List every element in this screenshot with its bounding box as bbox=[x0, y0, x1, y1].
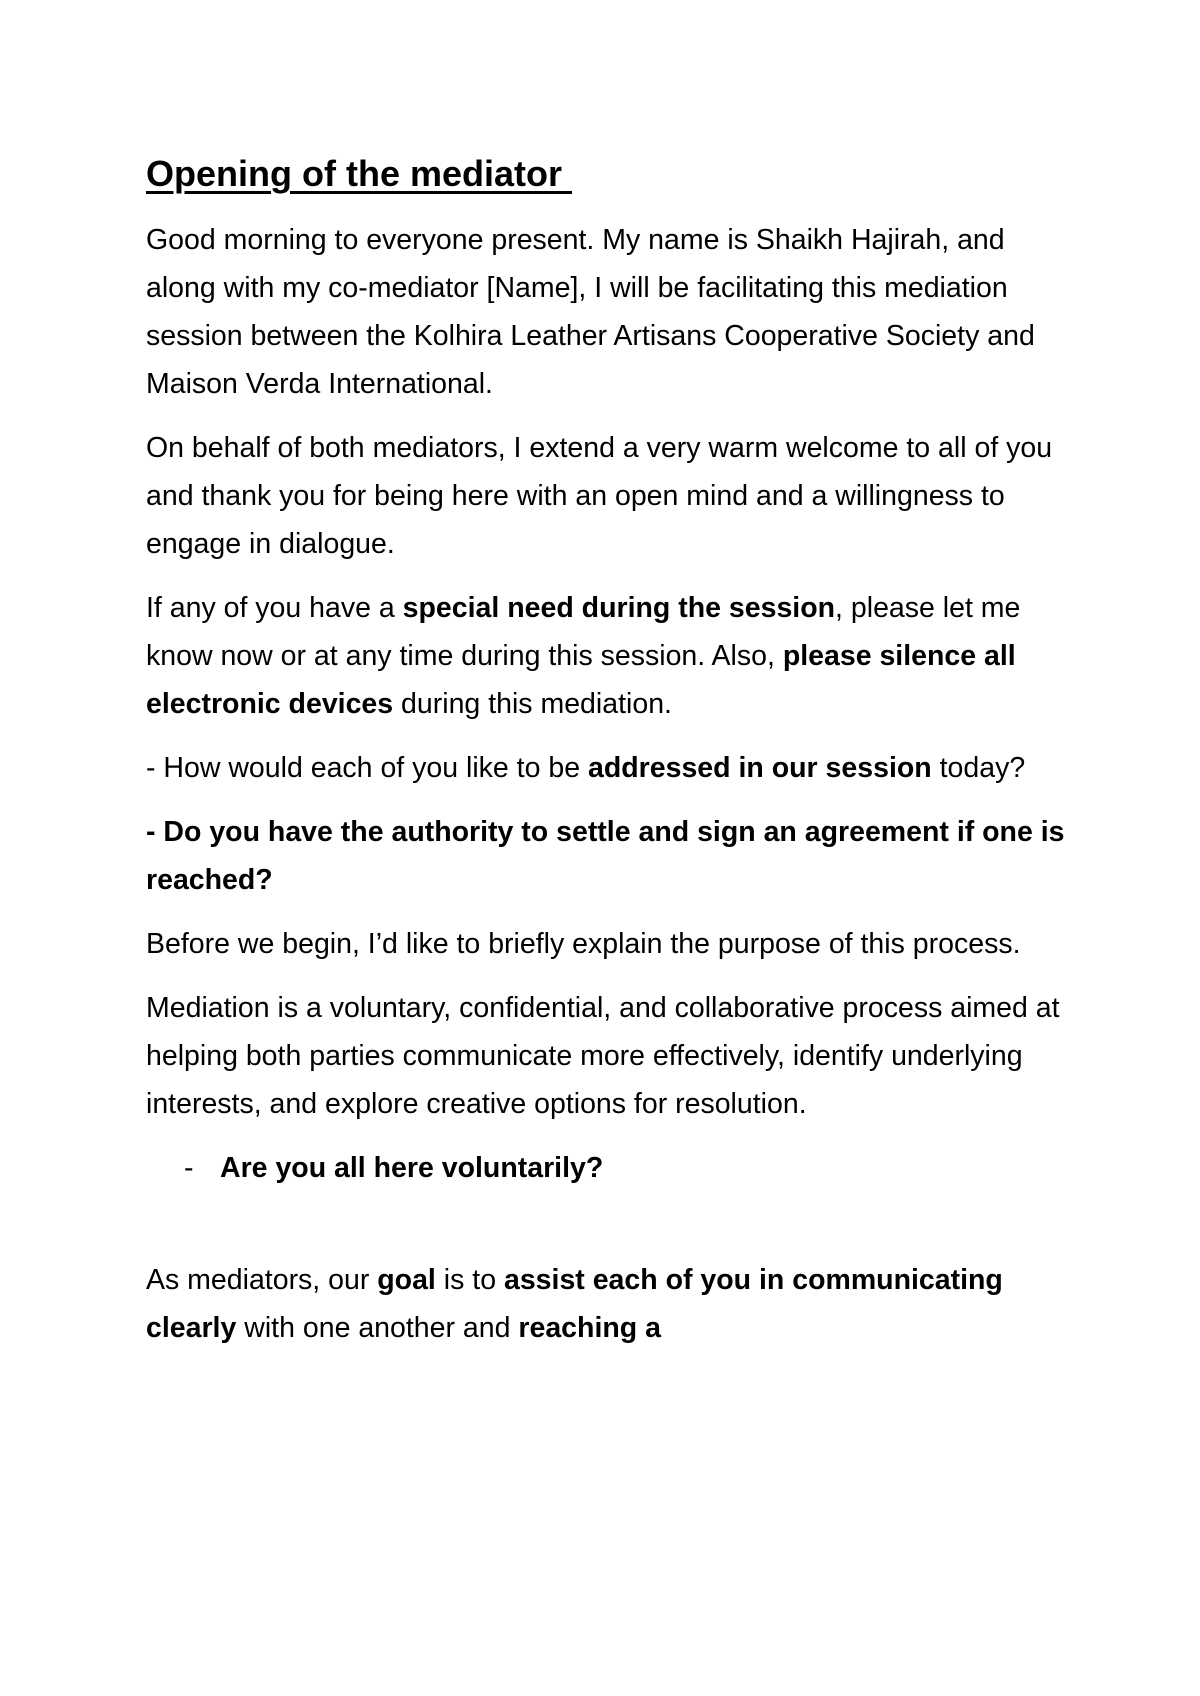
bold-authority: Do you have the authority to settle and sign an agreement if one is reached? bbox=[146, 816, 1065, 896]
text-run: - How would each of you like to be bbox=[146, 752, 588, 784]
text-run: is to bbox=[435, 1264, 504, 1296]
text-run: As mediators, our bbox=[146, 1264, 378, 1296]
bold-addressed: addressed in our session bbox=[588, 752, 932, 784]
paragraph-authority-question bbox=[146, 808, 1070, 904]
bold-silence-devices: please silence all electronic devices bbox=[146, 640, 1016, 720]
paragraph-goal bbox=[146, 1256, 1070, 1352]
paragraph-introduction: Good morning to everyone present. My name is Shaikh Hajirah, and along with my co-mediator [Name], I will be facilitating this mediation session between the Kolhira Leather Artisans Cooperative Society and Maison Verda International. bbox=[146, 224, 1035, 400]
paragraph-welcome: On behalf of both mediators, I extend a very warm welcome to all of you and thank you for being here with an open mind and a willingness to engage in dialogue. bbox=[146, 432, 1053, 560]
bold-reaching: reaching a bbox=[518, 1312, 661, 1344]
list-item-voluntary bbox=[146, 1144, 1070, 1192]
bold-assist: assist each of you in communicating clearly bbox=[146, 1264, 1003, 1344]
list-dash: - bbox=[184, 1152, 194, 1184]
document-title: Opening of the mediator bbox=[146, 153, 573, 194]
bold-voluntary-question: Are you all here voluntarily? bbox=[220, 1152, 604, 1184]
paragraph-mediation-definition: Mediation is a voluntary, confidential, and collaborative process aimed at helping both parties communicate more effectively, identify underlying interests, and explore creative options for resolution. bbox=[146, 992, 1060, 1120]
bold-goal: goal bbox=[377, 1264, 436, 1296]
bold-dash: - bbox=[146, 816, 164, 848]
paragraph-address-question bbox=[146, 744, 1070, 792]
paragraph-special-needs bbox=[146, 584, 1070, 728]
blank-line bbox=[146, 1208, 1070, 1256]
paragraph-purpose: Before we begin, I’d like to briefly explain the purpose of this process. bbox=[146, 928, 1021, 960]
text-run: today? bbox=[931, 752, 1026, 784]
text-run: during this mediation. bbox=[393, 688, 672, 720]
bold-special-need: special need during the session bbox=[402, 592, 836, 624]
text-run: , please let me know now or at any time during this session. Also, bbox=[146, 592, 1021, 672]
text-run: If any of you have a bbox=[146, 592, 403, 624]
text-run: with one another and bbox=[236, 1312, 519, 1344]
